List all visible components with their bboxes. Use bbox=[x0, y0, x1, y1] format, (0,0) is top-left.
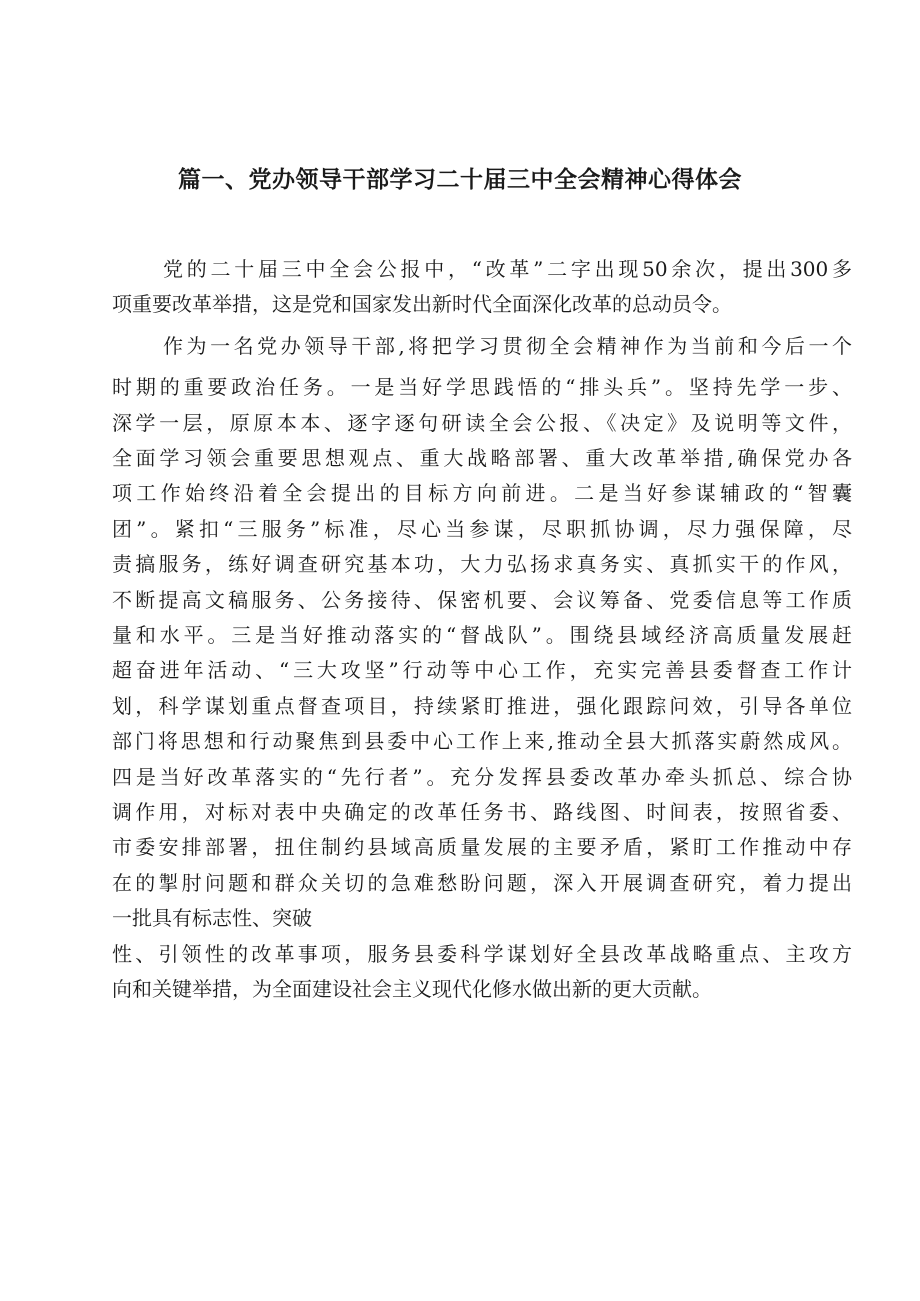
text-line: 责搞服务，练好调查研究基本功，大力弘扬求真务实、真抓实干的作风， bbox=[112, 552, 852, 577]
text-line: 项重要改革举措，这是党和国家发出新时代全面深化改革的总动员令。 bbox=[112, 292, 732, 317]
text-line: 向和关键举措，为全面建设社会主义现代化修水做出新的更大贡献。 bbox=[112, 976, 712, 1001]
document-body bbox=[112, 252, 852, 1007]
text-line: 划，科学谋划重点督查项目，持续紧盯推进，强化跟踪问效，引导各单位 bbox=[112, 693, 852, 718]
text-line: 不断提高文稿服务、公务接待、保密机要、会议筹备、党委信息等工作质 bbox=[112, 587, 852, 612]
text-line: 全面学习领会重要思想观点、重大战略部署、重大改革举措,确保党办各 bbox=[112, 446, 852, 471]
text-line: 团”。紧扣“三服务”标准，尽心当参谋，尽职抓协调，尽力强保障，尽 bbox=[112, 516, 852, 541]
text-line: 超奋进年活动、“三大攻坚”行动等中心工作，充实完善县委督查工作计 bbox=[112, 658, 852, 683]
text-line: 一批具有标志性、突破 bbox=[112, 906, 312, 931]
text-line: 部门将思想和行动聚焦到县委中心工作上来,推动全县大抓落实蔚然成风。 bbox=[112, 729, 852, 754]
paragraph-2 bbox=[112, 323, 852, 937]
text-line: 在的掣肘问题和群众关切的急难愁盼问题，深入开展调查研究，着力提出 bbox=[112, 870, 852, 895]
text-line: 时期的重要政治任务。一是当好学思践悟的“排头兵”。坚持先学一步、 bbox=[112, 375, 852, 400]
text-line: 党的二十届三中全会公报中，“改革”二字出现50余次，提出300多 bbox=[163, 257, 852, 281]
document-title: 篇一、党办领导干部学习二十届三中全会精神心得体会 bbox=[178, 167, 742, 193]
text-line: 性、引领性的改革事项，服务县委科学谋划好全县改革战略重点、主攻方 bbox=[112, 941, 852, 966]
paragraph-3 bbox=[112, 937, 852, 1008]
text-line: 四是当好改革落实的“先行者”。充分发挥县委改革办牵头抓总、综合协 bbox=[112, 764, 852, 789]
text-line: 量和水平。三是当好推动落实的“督战队”。围绕县域经济高质量发展赶 bbox=[112, 623, 852, 648]
text-line: 项工作始终沿着全会提出的目标方向前进。二是当好参谋辅政的“智囊 bbox=[112, 481, 852, 506]
paragraph-1 bbox=[112, 252, 852, 323]
text-line: 深学一层，原原本本、逐字逐句研读全会公报、《决定》及说明等文件， bbox=[112, 410, 852, 435]
text-line: 作为一名党办领导干部,将把学习贯彻全会精神作为当前和今后一个 bbox=[163, 333, 852, 358]
text-line: 市委安排部署，扭住制约县域高质量发展的主要矛盾，紧盯工作推动中存 bbox=[112, 835, 852, 860]
text-line: 调作用，对标对表中央确定的改革任务书、路线图、时间表，按照省委、 bbox=[112, 799, 852, 824]
